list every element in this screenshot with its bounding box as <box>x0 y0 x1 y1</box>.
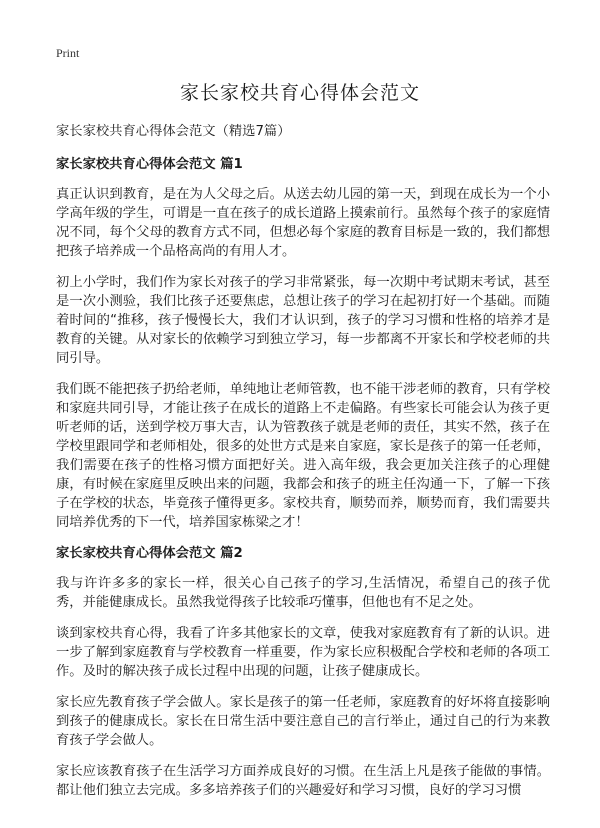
section-heading: 家长家校共育心得体会范文 篇2 <box>56 546 243 561</box>
paragraph: 我们既不能把孩子扔给老师，单纯地让老师管教，也不能干涉老师的教育，只有学校和家庭共同引导，才能让孩子在成长的道路上不走偏路。有些家长可能会认为孩子更听老师的话，送到学校万事大吉，认为管教孩子就是老师的责任，其实不然，孩子在学校里跟同学和老师相处，很多的处世方式是来自家庭，家长是孩子的第一任老师，我们需要在孩子的性格习惯方面把好关。进入高年级，我会更加关注孩子的心理健康，有时候在家庭里反映出来的问题，我都会和孩子的班主任沟通一下，了解一下孩子在学校的状态，毕竟孩子懂得更多。家校共育，顺势而养，顺势而育，我们需要共同培养优秀的下一代，培养国家栋梁之才！ <box>56 382 550 530</box>
article-subtitle: 家长家校共育心得体会范文（精选7篇） <box>56 124 291 139</box>
paragraph: 真正认识到教育，是在为人父母之后。从送去幼儿园的第一天，到现在成长为一个小学高年级的学生，可谓是一直在孩子的成长道路上摸索前行。虽然每个孩子的家庭情况不同，每个父母的教育方式不同，但想必每个家庭的教育目标是一致的，我们都想把孩子培养成一个品格高尚的有用人才。 <box>56 187 550 259</box>
section-2 <box>56 544 550 800</box>
print-link[interactable]: Print <box>56 46 80 60</box>
paragraph: 谈到家校共育心得，我看了许多其他家长的文章，使我对家庭教育有了新的认识。进一步了解到家庭教育与学校教育一样重要，作为家长应积极配合学校和老师的各项工作。及时的解决孩子成长过程中出现的问题，让孩子健康成长。 <box>56 626 550 679</box>
article-body <box>56 122 550 812</box>
paragraph: 家长应先教育孩子学会做人。家长是孩子的第一任老师，家庭教育的好坏将直接影响到孩子的健康成长。家长在日常生活中要注意自己的言行举止，通过自己的行为来教育孩子学会做人。 <box>56 695 550 748</box>
section-1 <box>56 155 550 532</box>
paragraph: 我与许许多多的家长一样，很关心自己孩子的学习,生活情况，希望自己的孩子优秀，并能健康成长。虽然我觉得孩子比较乖巧懂事，但他也有不足之处。 <box>56 576 550 610</box>
section-heading: 家长家校共育心得体会范文 篇1 <box>56 157 243 172</box>
paragraph: 家长应该教育孩子在生活学习方面养成良好的习惯。在生活上凡是孩子能做的事情。都让他们独立去完成。多多培养孩子们的兴趣爱好和学习习惯，良好的学习习惯 <box>56 764 550 798</box>
paragraph: 初上小学时，我们作为家长对孩子的学习非常紧张，每一次期中考试期末考试，甚至是一次小测验，我们比孩子还要焦虑，总想让孩子的学习在起初打好一个基础。而随着时间的“推移，孩子慢慢长大，我们才认识到，孩子的学习习惯和性格的培养才是教育的关键。从对家长的依赖学习到独立学习，每一步都离不开家长和学校老师的共同引导。 <box>56 275 550 366</box>
page-title: 家长家校共育心得体会范文 <box>179 82 420 104</box>
